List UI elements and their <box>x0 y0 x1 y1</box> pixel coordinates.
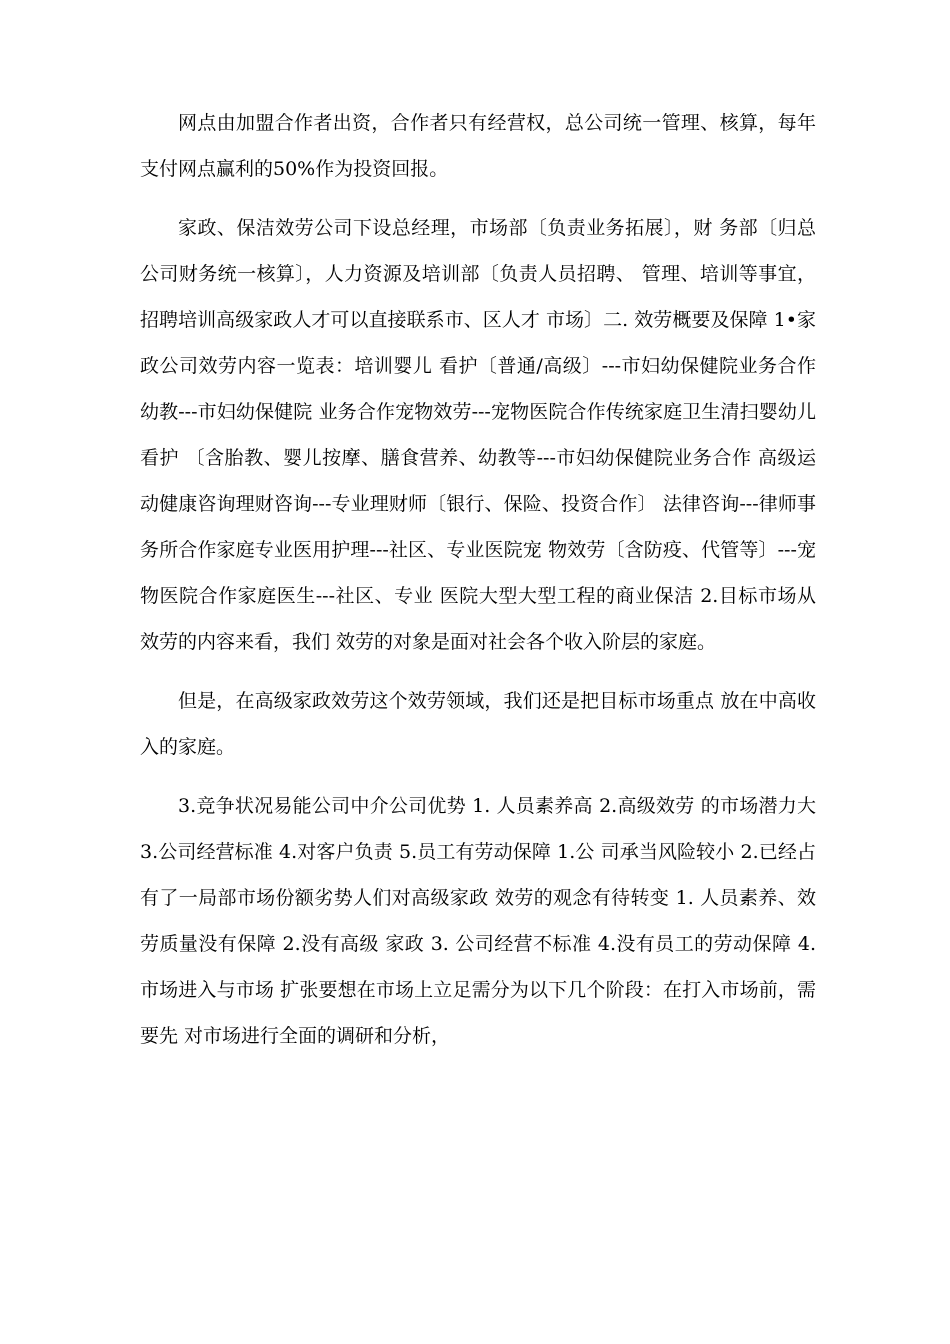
paragraph-1: 网点由加盟合作者出资，合作者只有经营权，总公司统一管理、核算，每年支付网点赢利的50%作为投资回报。 <box>140 112 816 180</box>
paragraph-4: 3.竞争状况易能公司中介公司优势 1. 人员素养高 2.高级效劳 的市场潜力大 3.公司经营标准 4.对客户负责 5.员工有劳动保障 1.公 司承当风险较小 2.已经占有了一局部市场份额劣势人们对高级家政 效劳的观念有待转变 1. 人员素养、效劳质量没有保障 2.没有高级 家政 3. 公司经营不标准 4.没有员工的劳动保障 4. 市场进入与市场 扩张要想在市场上立足需分为以下几个阶段：在打入市场前，需要先 对市场进行全面的调研和分析， <box>140 795 816 1047</box>
paragraph-2: 家政、保洁效劳公司下设总经理，市场部〔负责业务拓展〕，财 务部〔归总公司财务统一核算〕，人力资源及培训部〔负责人员招聘、 管理、培训等事宜，招聘培训高级家政人才可以直接联系市、区人才 市场〕二. 效劳概要及保障 1•家政公司效劳内容一览表：培训婴儿 看护〔普通/高级〕---市妇幼保健院业务合作幼教---市妇幼保健院 业务合作宠物效劳---宠物医院合作传统家庭卫生清扫婴幼儿看护 〔含胎教、婴儿按摩、膳食营养、幼教等---市妇幼保健院业务合作 高级运动健康咨询理财咨询---专业理财师〔银行、保险、投资合作〕 法律咨询---律师事务所合作家庭专业医用护理---社区、专业医院宠 物效劳〔含防疫、代管等〕---宠物医院合作家庭医生---社区、专业 医院大型大型工程的商业保洁 2.目标市场从效劳的内容来看，我们 效劳的对象是面对社会各个收入阶层的家庭。 <box>140 217 816 653</box>
paragraph-3: 但是，在高级家政效劳这个效劳领域，我们还是把目标市场重点 放在中高收入的家庭。 <box>140 690 816 758</box>
document-body <box>140 100 816 1072</box>
